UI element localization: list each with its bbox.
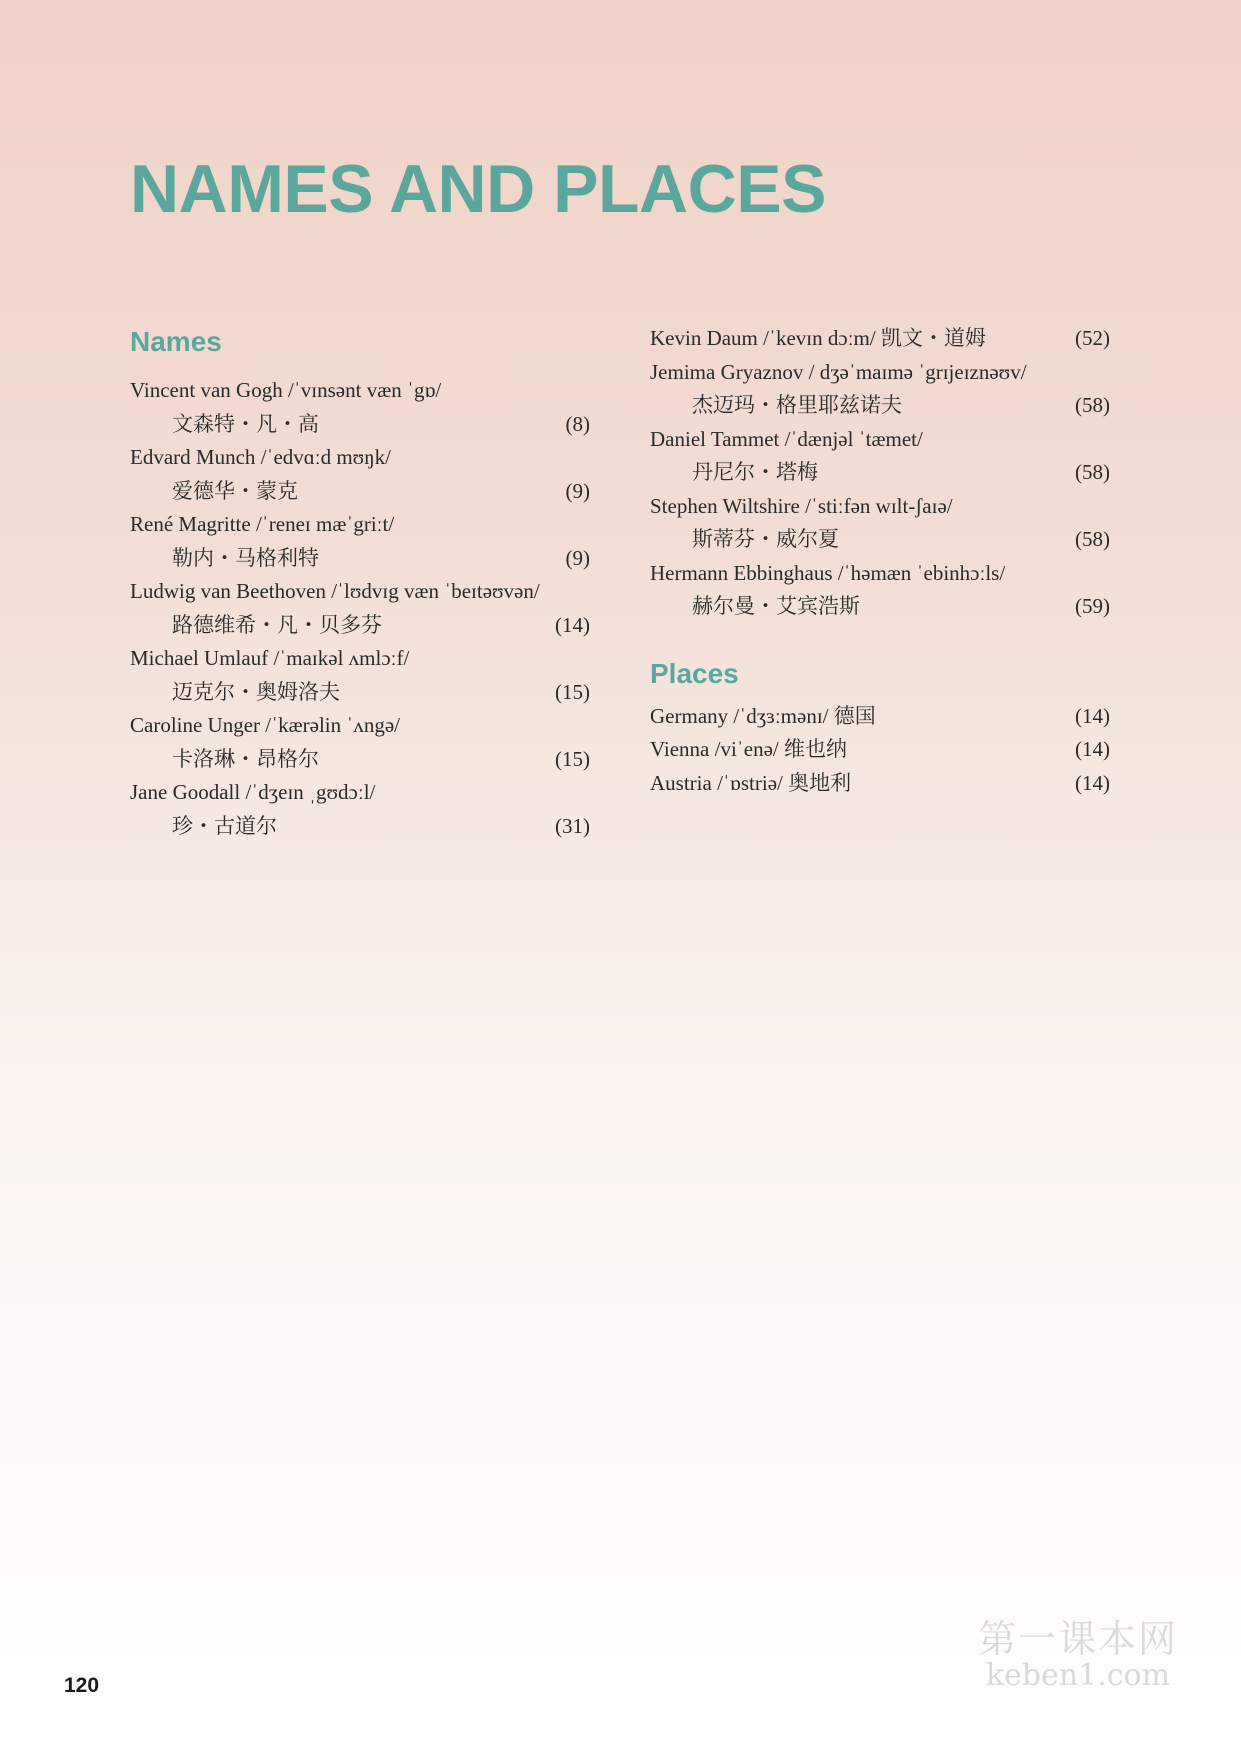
name-entry-ref: (31) xyxy=(555,813,590,838)
name-entry-chinese-line xyxy=(130,475,590,509)
name-entry xyxy=(650,322,1110,356)
place-entry-text: Austria /ˈɒstriə/ 奥地利 xyxy=(650,770,852,795)
watermark-en: keben1.com xyxy=(985,1658,1171,1693)
name-entry-chinese-line xyxy=(650,456,1110,490)
name-entry-chinese-line xyxy=(130,743,590,777)
name-entry-chinese: 丹尼尔・塔梅 xyxy=(692,460,818,484)
name-entry xyxy=(650,356,1110,423)
name-entry-name: Daniel Tammet /ˈdænjəl ˈtæmet/ xyxy=(650,426,923,451)
page-number: 120 xyxy=(64,1674,100,1697)
names-heading: Names xyxy=(130,326,222,357)
name-entry xyxy=(650,557,1110,624)
name-entry-ref: (8) xyxy=(565,411,590,436)
name-entry xyxy=(650,490,1110,557)
name-entry-chinese-line xyxy=(130,810,590,844)
name-entry-name: Caroline Unger /ˈkærəlin ˈʌngə/ xyxy=(130,713,401,737)
name-entry-name: Edvard Munch /ˈedvɑːd mʊŋk/ xyxy=(130,445,391,469)
name-entry-chinese: 赫尔曼・艾宾浩斯 xyxy=(692,594,860,618)
name-entry xyxy=(650,423,1110,490)
name-entry-chinese-line xyxy=(650,389,1110,423)
name-entry-ref: (14) xyxy=(555,612,590,637)
name-entry-ref: (9) xyxy=(565,478,590,503)
name-entry-name: Jemima Gryaznov / dʒəˈmaɪmə ˈgrɪjeɪznəʊv/ xyxy=(650,359,1027,384)
name-entry xyxy=(130,575,590,642)
name-entry-name: Ludwig van Beethoven /ˈlʊdvɪg væn ˈbeɪtəʊvən/ xyxy=(130,579,540,603)
name-entry-ref: (58) xyxy=(1075,527,1110,551)
name-entry-chinese: 斯蒂芬・威尔夏 xyxy=(692,527,839,551)
name-entry xyxy=(130,374,590,441)
name-entry-name: Vincent van Gogh /ˈvɪnsənt væn ˈgɒ/ xyxy=(130,378,442,402)
name-entry xyxy=(130,441,590,508)
page-title: NAMES AND PLACES xyxy=(130,151,826,227)
name-entry-ref: (9) xyxy=(565,545,590,570)
name-entry xyxy=(130,709,590,776)
place-entry-ref: (14) xyxy=(1075,737,1110,761)
left-column xyxy=(130,322,590,843)
watermark xyxy=(968,1616,1188,1694)
name-entry-name: Michael Umlauf /ˈmaɪkəl ʌmlɔːf/ xyxy=(130,646,410,670)
name-entry-chinese: 迈克尔・奥姆洛夫 xyxy=(172,679,340,704)
right-column xyxy=(650,322,1110,800)
place-entry-text: Germany /ˈdʒɜːmənɪ/ 德国 xyxy=(650,703,876,728)
place-entry xyxy=(650,733,1110,767)
name-entry xyxy=(130,776,590,843)
place-entry-text: Vienna /viˈenə/ 维也纳 xyxy=(650,737,848,761)
name-entry-name: Kevin Daum /ˈkevɪn dɔːm/ 凯文・道姆 xyxy=(650,326,986,350)
watermark-cn: 第一课本网 xyxy=(977,1617,1178,1661)
name-entry-name: Stephen Wiltshire /ˈstiːfən wɪlt-ʃaɪə/ xyxy=(650,493,953,518)
places-heading: Places xyxy=(650,657,739,689)
name-entry-chinese-line xyxy=(650,590,1110,624)
name-entry-ref: (15) xyxy=(555,746,590,771)
name-entry-chinese: 文森特・凡・高 xyxy=(172,411,319,436)
name-entry-name: Jane Goodall /ˈdʒeɪn ˌgʊdɔːl/ xyxy=(130,780,376,804)
name-entry-ref: (58) xyxy=(1075,393,1110,417)
name-entry-ref: (58) xyxy=(1075,460,1110,484)
name-entry-name: Hermann Ebbinghaus /ˈhəmæn ˈebinhɔːls/ xyxy=(650,560,1006,585)
name-entry-name: René Magritte /ˈreneɪ mæˈgriːt/ xyxy=(130,512,395,536)
name-entry-chinese: 珍・古道尔 xyxy=(172,813,277,838)
name-entry-chinese: 路德维希・凡・贝多芬 xyxy=(172,612,382,637)
name-entry-ref: (52) xyxy=(1075,326,1110,350)
name-entry xyxy=(130,642,590,709)
name-entry-ref: (59) xyxy=(1075,594,1110,618)
name-entry-chinese: 爱德华・蒙克 xyxy=(172,478,298,503)
name-entry-chinese-line xyxy=(650,523,1110,557)
place-entry xyxy=(650,700,1110,734)
name-entry-chinese: 杰迈玛・格里耶兹诺夫 xyxy=(692,393,902,417)
name-entry-chinese: 卡洛琳・昂格尔 xyxy=(172,746,319,771)
name-entry-chinese-line xyxy=(130,408,590,442)
name-entry-name-line xyxy=(650,322,1110,356)
name-entry-chinese-line xyxy=(130,609,590,643)
name-entry-ref: (15) xyxy=(555,679,590,704)
place-entry xyxy=(650,767,1110,801)
name-entry-chinese: 勒内・马格利特 xyxy=(172,545,319,570)
name-entry-chinese-line xyxy=(130,676,590,710)
name-entry-chinese-line xyxy=(130,542,590,576)
place-entry-ref: (14) xyxy=(1075,703,1110,728)
place-entry-ref: (14) xyxy=(1075,770,1110,795)
name-entry xyxy=(130,508,590,575)
